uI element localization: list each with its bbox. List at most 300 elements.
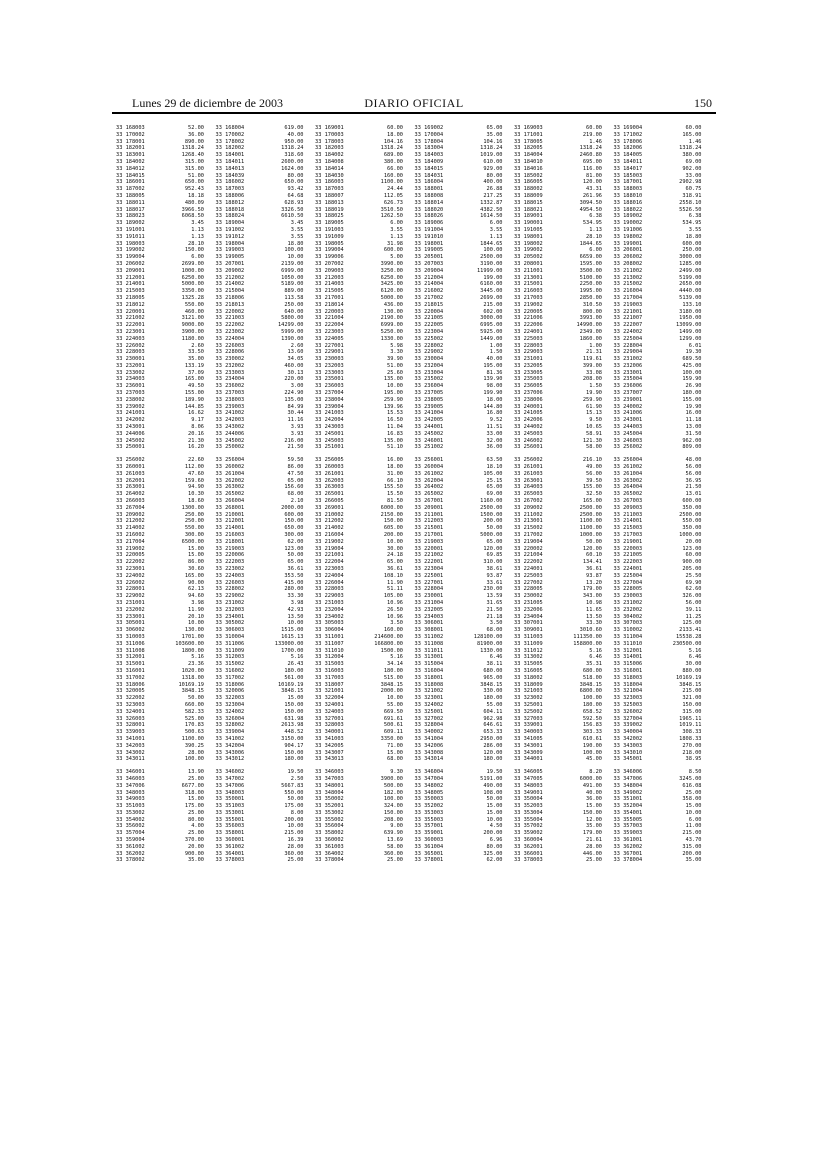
- row-amount: 1100.00: [181, 735, 204, 742]
- row-amount: 71.00: [387, 742, 403, 749]
- table-row: [514, 736, 602, 743]
- table-row: [315, 566, 403, 573]
- row-amount: 3250.00: [380, 267, 403, 274]
- table-row: [415, 410, 503, 417]
- row-amount: 10169.19: [277, 681, 304, 688]
- row-code: 33 221007: [613, 315, 643, 322]
- row-code: 33 305002: [215, 620, 245, 627]
- table-row: [216, 837, 304, 844]
- row-code: 33 186004: [414, 179, 444, 186]
- table-row: [315, 383, 403, 390]
- row-amount: 11.90: [188, 606, 204, 613]
- table-row: [514, 790, 602, 797]
- row-amount: 33.00: [486, 430, 503, 437]
- row-amount: 2500.00: [679, 511, 702, 518]
- row-amount: 6250.00: [181, 274, 204, 281]
- table-row: [116, 641, 204, 648]
- table-row: [216, 661, 304, 668]
- row-code: 33 227001: [315, 342, 344, 349]
- row-code: 33 188005: [116, 192, 145, 199]
- row-amount: 139.90: [483, 376, 503, 383]
- row-code: 33 348001: [315, 782, 344, 789]
- table-row: [514, 830, 602, 837]
- row-amount: 6.38: [688, 213, 702, 220]
- row-code: 33 188021: [514, 206, 543, 213]
- table-row: [614, 424, 702, 431]
- row-amount: 3848.15: [181, 688, 204, 695]
- row-amount: 952.43: [184, 186, 204, 193]
- row-code: 33 339002: [613, 722, 643, 729]
- row-code: 33 367001: [613, 850, 643, 857]
- row-code: 33 325001: [414, 708, 444, 715]
- row-amount: 55.00: [387, 701, 403, 708]
- row-code: 33 222004: [315, 559, 344, 566]
- row-code: 33 198003: [116, 240, 145, 247]
- row-code: 33 306004: [315, 627, 344, 634]
- row-amount: 2000.00: [281, 504, 304, 511]
- row-amount: 600.00: [383, 247, 403, 254]
- row-code: 33 187002: [116, 186, 145, 193]
- table-row: [216, 783, 304, 790]
- row-code: 33 245001: [315, 430, 344, 437]
- table-row: [415, 281, 503, 288]
- row-amount: 2000.00: [380, 688, 403, 695]
- table-row: [116, 851, 204, 858]
- table-row: [315, 207, 403, 214]
- row-code: 33 225004: [613, 572, 643, 579]
- table-row: [614, 139, 702, 146]
- row-code: 33 320006: [215, 688, 245, 695]
- table-row: [415, 722, 503, 729]
- row-amount: 150.00: [383, 809, 403, 816]
- table-row: [415, 682, 503, 689]
- row-amount: 6.00: [191, 254, 204, 261]
- table-row: [315, 295, 403, 302]
- row-code: 33 350001: [215, 796, 245, 803]
- row-code: 33 199006: [315, 254, 344, 261]
- row-code: 33 244006: [215, 430, 245, 437]
- row-amount: 2699.00: [480, 294, 503, 301]
- table-row: [315, 363, 403, 370]
- row-code: 33 263001: [116, 484, 145, 491]
- row-amount: 93.87: [586, 572, 602, 579]
- table-row: [514, 376, 602, 383]
- table-row: [614, 776, 702, 783]
- table-row: [614, 329, 702, 336]
- table-row: [315, 173, 403, 180]
- table-row: [315, 478, 403, 485]
- table-row: [415, 275, 503, 282]
- row-code: 33 378002: [116, 857, 145, 864]
- table-row: [116, 484, 204, 491]
- table-row: [415, 471, 503, 478]
- table-row: [116, 404, 204, 411]
- table-row: [315, 390, 403, 397]
- row-amount: 3.93: [290, 424, 304, 431]
- table-row: [514, 370, 602, 377]
- table-row: [216, 431, 304, 438]
- row-code: 33 188015: [514, 199, 543, 206]
- table-row: [514, 627, 602, 634]
- row-code: 33 348003: [116, 789, 145, 796]
- table-row: [415, 417, 503, 424]
- row-amount: 1.50: [489, 349, 503, 356]
- row-amount: 104.16: [383, 138, 403, 145]
- row-amount: 215.00: [284, 830, 304, 837]
- table-row: [614, 363, 702, 370]
- row-code: 33 222004: [315, 322, 344, 329]
- row-code: 33 315004: [414, 661, 444, 668]
- row-amount: 25.00: [188, 830, 204, 837]
- row-amount: 35.00: [586, 823, 602, 830]
- table-row: [116, 491, 204, 498]
- row-code: 33 188025: [315, 213, 344, 220]
- row-code: 33 228002: [215, 586, 245, 593]
- row-amount: 108.10: [383, 572, 403, 579]
- row-code: 33 245002: [215, 437, 245, 444]
- row-code: 33 221005: [613, 552, 643, 559]
- row-amount: 20.16: [188, 430, 204, 437]
- table-row: [415, 186, 503, 193]
- row-code: 33 221002: [116, 315, 145, 322]
- row-code: 33 341003: [315, 735, 344, 742]
- row-code: 33 217002: [514, 532, 543, 539]
- table-row: [614, 688, 702, 695]
- row-amount: 1100.00: [579, 525, 602, 532]
- row-amount: 2950.00: [480, 735, 503, 742]
- row-code: 33 256001: [514, 444, 543, 451]
- row-amount: 8.00: [290, 809, 304, 816]
- row-amount: 689.50: [682, 356, 702, 363]
- row-code: 33 245003: [315, 437, 344, 444]
- table-row: [415, 322, 503, 329]
- row-amount: 904.17: [284, 742, 304, 749]
- row-code: 33 184039: [215, 172, 245, 179]
- table-row: [315, 431, 403, 438]
- table-row: [514, 525, 602, 532]
- table-row: [514, 254, 602, 261]
- row-code: 33 348003: [215, 789, 245, 796]
- row-amount: 3190.00: [480, 260, 503, 267]
- row-code: 33 230002: [514, 593, 543, 600]
- table-row: [514, 810, 602, 817]
- row-code: 33 188018: [215, 206, 245, 213]
- row-code: 33 317003: [315, 674, 344, 681]
- table-row: [116, 539, 204, 546]
- row-amount: 2133.41: [679, 627, 702, 634]
- row-code: 33 350002: [315, 796, 344, 803]
- table-row: [614, 709, 702, 716]
- row-amount: 460.00: [284, 362, 304, 369]
- table-row: [614, 376, 702, 383]
- row-code: 33 323003: [116, 701, 145, 708]
- row-code: 33 216002: [414, 288, 444, 295]
- table-row: [315, 343, 403, 350]
- row-code: 33 215003: [116, 288, 145, 295]
- row-amount: 51.11: [387, 586, 403, 593]
- row-amount: 21.50: [287, 444, 304, 451]
- row-amount: 10.00: [387, 695, 403, 702]
- table-row: [514, 132, 602, 139]
- table-row: [116, 620, 204, 627]
- table-row: [614, 478, 702, 485]
- row-amount: 35.00: [188, 356, 204, 363]
- row-amount: 1.13: [191, 226, 204, 233]
- row-amount: 261.96: [582, 192, 602, 199]
- row-amount: 5199.00: [679, 274, 702, 281]
- row-amount: 308.33: [682, 729, 702, 736]
- row-code: 33 185002: [514, 172, 543, 179]
- row-amount: 65.00: [486, 538, 503, 545]
- row-amount: 3993.00: [579, 315, 602, 322]
- row-code: 33 182003: [315, 145, 344, 152]
- table-row: [315, 376, 403, 383]
- row-code: 33 218006: [215, 294, 245, 301]
- row-amount: 158800.00: [573, 640, 602, 647]
- row-amount: 180.00: [284, 756, 304, 763]
- row-amount: 11.90: [387, 579, 403, 586]
- row-code: 33 241004: [414, 410, 444, 417]
- row-code: 33 267001: [414, 498, 444, 505]
- table-row: [415, 132, 503, 139]
- row-code: 33 215005: [315, 288, 344, 295]
- row-code: 33 212002: [315, 518, 344, 525]
- row-amount: 2500.00: [480, 254, 503, 261]
- row-code: 33 198004: [215, 240, 245, 247]
- row-code: 33 246001: [414, 437, 444, 444]
- row-amount: 33.61: [486, 579, 503, 586]
- row-amount: 40.00: [586, 789, 602, 796]
- table-row: [315, 586, 403, 593]
- table-row: [614, 851, 702, 858]
- table-row: [315, 464, 403, 471]
- table-row: [116, 518, 204, 525]
- row-amount: 18.00: [387, 131, 403, 138]
- table-row: [614, 803, 702, 810]
- row-code: 33 243003: [315, 424, 344, 431]
- row-code: 33 264003: [514, 484, 543, 491]
- table-row: [315, 796, 403, 803]
- table-row: [116, 837, 204, 844]
- row-amount: 19.90: [586, 390, 602, 397]
- row-amount: 3.55: [290, 226, 304, 233]
- row-code: 33 230001: [116, 356, 145, 363]
- row-code: 33 231005: [514, 599, 543, 606]
- row-amount: 20.10: [188, 613, 204, 620]
- row-amount: 120.00: [582, 545, 602, 552]
- row-amount: 68.00: [387, 756, 403, 763]
- row-amount: 33.50: [188, 349, 204, 356]
- row-code: 33 226003: [215, 342, 245, 349]
- row-code: 33 224004: [215, 335, 245, 342]
- table-row: [315, 823, 403, 830]
- table-row: [514, 600, 602, 607]
- table-row: [514, 410, 602, 417]
- row-code: 33 340002: [414, 729, 444, 736]
- row-amount: 133.10: [682, 301, 702, 308]
- row-code: 33 343007: [315, 749, 344, 756]
- table-row: [514, 498, 602, 505]
- row-code: 33 307001: [514, 620, 543, 627]
- row-amount: 19.50: [486, 769, 503, 776]
- row-code: 33 170002: [215, 131, 245, 138]
- table-row: [116, 363, 204, 370]
- row-amount: 36.61: [586, 566, 602, 572]
- table-row: [614, 268, 702, 275]
- row-code: 33 191001: [116, 226, 145, 233]
- table-row: [116, 823, 204, 830]
- row-code: 33 186005: [514, 179, 543, 186]
- row-amount: 200.00: [682, 850, 702, 857]
- row-amount: 2558.10: [679, 199, 702, 206]
- table-columns: [116, 125, 712, 1000]
- table-row: [315, 159, 403, 166]
- row-code: 33 261002: [613, 464, 643, 471]
- row-code: 33 184015: [116, 172, 145, 179]
- table-row: [415, 444, 503, 451]
- row-code: 33 186001: [116, 179, 145, 186]
- table-row: [216, 166, 304, 173]
- row-code: 33 339003: [116, 729, 145, 736]
- row-amount: 182.00: [383, 789, 403, 796]
- row-code: 33 311007: [315, 640, 344, 647]
- row-amount: 81900.00: [476, 640, 503, 647]
- row-amount: 68.00: [486, 627, 503, 634]
- row-code: 33 219002: [315, 538, 344, 545]
- row-code: 33 316004: [414, 667, 444, 674]
- row-amount: 21.50: [486, 606, 503, 613]
- row-code: 33 264002: [116, 491, 145, 498]
- table-column: [116, 125, 204, 864]
- row-amount: 200.00: [383, 532, 403, 539]
- table-row: [514, 682, 602, 689]
- row-amount: 1.00: [489, 342, 503, 349]
- table-row: [514, 193, 602, 200]
- row-code: 33 184030: [315, 172, 344, 179]
- row-code: 33 317002: [215, 674, 245, 681]
- row-amount: 216.10: [582, 457, 602, 464]
- row-amount: 5000.00: [480, 532, 503, 539]
- row-code: 33 184017: [613, 165, 643, 172]
- table-row: [415, 675, 503, 682]
- table-row: [216, 125, 304, 132]
- row-amount: 8.50: [688, 769, 702, 776]
- table-row: [216, 641, 304, 648]
- row-amount: 2613.98: [281, 722, 304, 729]
- table-row: [216, 484, 304, 491]
- row-amount: 691.61: [383, 715, 403, 722]
- row-amount: 900.00: [682, 559, 702, 566]
- row-amount: 315.00: [184, 165, 204, 172]
- row-code: 33 178004: [414, 138, 444, 145]
- row-amount: 2650.00: [679, 281, 702, 288]
- row-code: 33 346002: [215, 769, 245, 776]
- row-amount: 5.16: [191, 654, 204, 661]
- row-code: 33 230003: [613, 593, 643, 600]
- row-code: 33 318001: [414, 674, 444, 681]
- row-amount: 2.60: [191, 342, 204, 349]
- row-code: 33 239004: [315, 403, 344, 410]
- table-row: [116, 145, 204, 152]
- table-row: [216, 207, 304, 214]
- row-code: 33 318006: [215, 681, 245, 688]
- row-amount: 215.00: [483, 301, 503, 308]
- row-amount: 3350.00: [181, 288, 204, 295]
- row-amount: 9.30: [390, 769, 403, 776]
- row-code: 33 223003: [315, 566, 344, 572]
- row-amount: 325.00: [483, 850, 503, 857]
- table-row: [514, 397, 602, 404]
- row-amount: 3180.00: [679, 308, 702, 315]
- table-row: [415, 743, 503, 750]
- table-row: [415, 607, 503, 614]
- row-amount: 3848.15: [380, 681, 403, 688]
- row-code: 33 349002: [613, 789, 643, 796]
- table-row: [116, 288, 204, 295]
- row-code: 33 328003: [315, 722, 344, 729]
- table-row: [415, 559, 503, 566]
- table-row: [415, 336, 503, 343]
- row-amount: 218.00: [682, 749, 702, 756]
- row-code: 33 360001: [215, 837, 245, 844]
- table-row: [116, 139, 204, 146]
- row-code: 33 312001: [613, 647, 643, 654]
- table-row: [514, 722, 602, 729]
- table-row: [216, 756, 304, 763]
- row-amount: 3445.00: [480, 288, 503, 295]
- table-row: [116, 247, 204, 254]
- table-row: [514, 227, 602, 234]
- table-row: [216, 234, 304, 241]
- row-code: 33 222006: [514, 322, 543, 329]
- table-row: [315, 702, 403, 709]
- row-code: 33 219002: [116, 545, 145, 552]
- table-row: [216, 722, 304, 729]
- table-row: [116, 654, 204, 661]
- row-code: 33 318009: [514, 681, 543, 688]
- table-row: [514, 573, 602, 580]
- row-code: 33 221003: [215, 315, 245, 322]
- row-amount: 602.00: [483, 308, 503, 315]
- row-amount: 159.60: [184, 477, 204, 484]
- table-row: [614, 309, 702, 316]
- row-code: 33 313002: [514, 654, 543, 661]
- row-amount: 2902.98: [679, 179, 702, 186]
- table-row: [216, 471, 304, 478]
- row-code: 33 216004: [613, 288, 643, 295]
- table-row: [514, 363, 602, 370]
- row-code: 33 318004: [613, 681, 643, 688]
- row-code: 33 169001: [315, 125, 344, 131]
- table-row: [514, 709, 602, 716]
- row-amount: 25.60: [387, 369, 403, 376]
- table-row: [415, 810, 503, 817]
- row-code: 33 354001: [613, 809, 643, 816]
- table-row: [116, 552, 204, 559]
- row-code: 33 226002: [116, 342, 145, 349]
- row-code: 33 206002: [116, 260, 145, 267]
- row-amount: 3.50: [390, 620, 403, 627]
- row-amount: 135.00: [383, 376, 403, 383]
- row-amount: 81.36: [486, 369, 503, 376]
- table-row: [614, 600, 702, 607]
- row-amount: 460.00: [184, 308, 204, 315]
- row-code: 33 321001: [315, 688, 344, 695]
- row-amount: 25.00: [188, 775, 204, 782]
- table-row: [116, 193, 204, 200]
- row-amount: 175.00: [184, 803, 204, 810]
- table-row: [216, 498, 304, 505]
